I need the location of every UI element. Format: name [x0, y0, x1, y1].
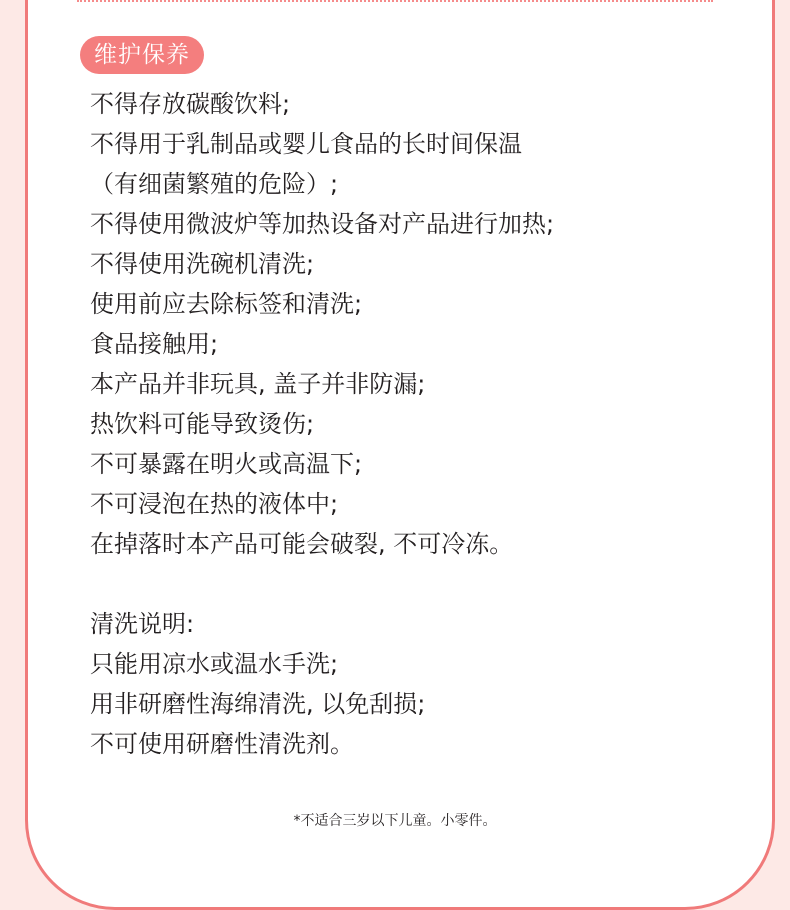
list-item: 不得使用洗碗机清洗; — [90, 250, 315, 278]
list-item: 食品接触用; — [90, 330, 219, 358]
list-item: （有细菌繁殖的危险）; — [90, 170, 339, 198]
list-item: 不可浸泡在热的液体中; — [90, 490, 339, 518]
section-tag: 维护保养 — [80, 36, 204, 74]
list-item: 使用前应去除标签和清洗; — [90, 290, 363, 318]
care-instructions-list — [90, 84, 554, 764]
list-item: 不可使用研磨性清洗剂。 — [90, 730, 354, 758]
list-item: 不得用于乳制品或婴儿食品的长时间保温 — [90, 130, 522, 158]
list-item: 热饮料可能导致烫伤; — [90, 410, 315, 438]
footnote: *不适合三岁以下儿童。小零件。 — [293, 813, 497, 829]
list-item: 不得使用微波炉等加热设备对产品进行加热; — [90, 210, 555, 238]
dotted-divider — [77, 0, 713, 2]
list-spacer — [90, 564, 554, 604]
list-item: 在掉落时本产品可能会破裂, 不可冷冻。 — [90, 530, 514, 558]
list-item: 用非研磨性海绵清洗, 以免刮损; — [90, 690, 426, 718]
list-item: 不得存放碳酸饮料; — [90, 90, 291, 118]
list-heading: 清洗说明: — [90, 610, 195, 638]
list-item: 不可暴露在明火或高温下; — [90, 450, 363, 478]
list-item: 只能用凉水或温水手洗; — [90, 650, 339, 678]
list-item: 本产品并非玩具, 盖子并非防漏; — [90, 370, 426, 398]
